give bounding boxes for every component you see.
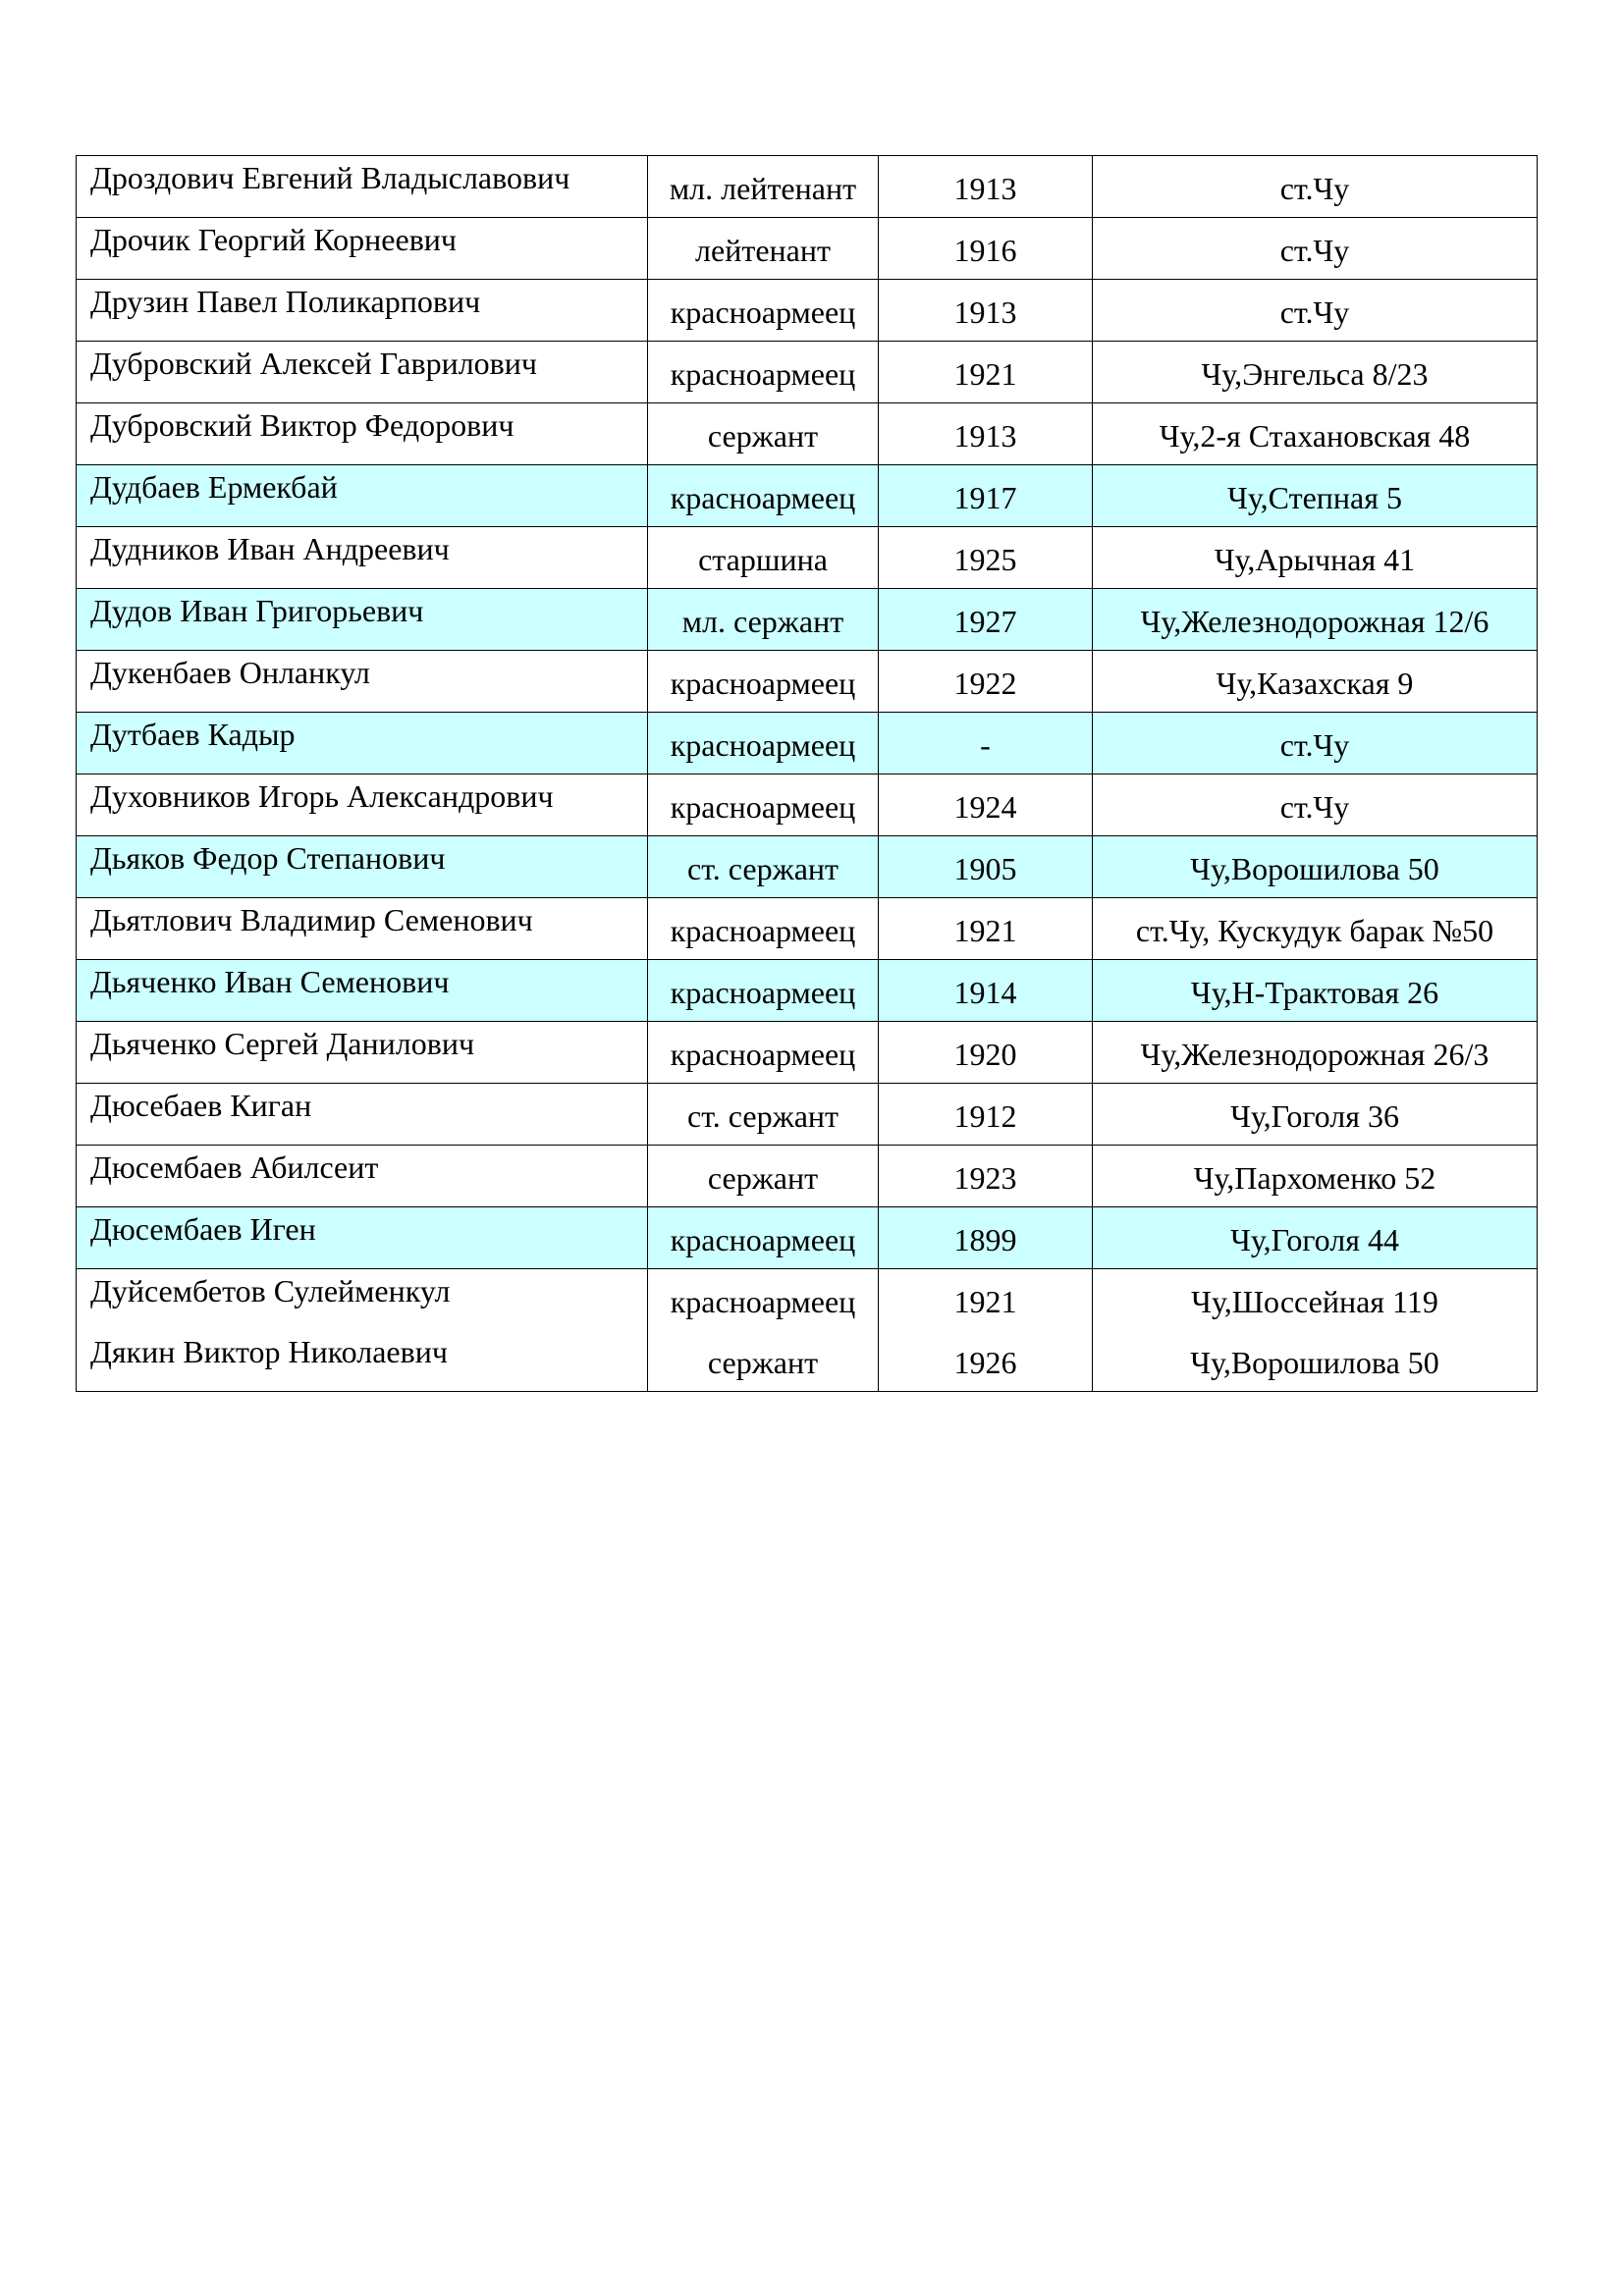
- address-cell: Чу,Арычная 41: [1093, 527, 1538, 589]
- address-cell: Чу,Железнодорожная 26/3: [1093, 1022, 1538, 1084]
- person-name-cell: Дюсебаев Киган: [77, 1084, 648, 1146]
- address-cell: ст.Чу: [1093, 280, 1538, 342]
- table-row: [77, 898, 1538, 960]
- address-cell: Чу,Ворошилова 50: [1093, 1330, 1538, 1392]
- veterans-table: [76, 155, 1538, 1392]
- address-cell: ст.Чу: [1093, 713, 1538, 774]
- birth-year-cell: 1914: [879, 960, 1093, 1022]
- birth-year-cell: 1921: [879, 1269, 1093, 1331]
- rank-cell: ст. сержант: [648, 836, 879, 898]
- address-cell: Чу,Степная 5: [1093, 465, 1538, 527]
- address-cell: Чу,Н-Трактовая 26: [1093, 960, 1538, 1022]
- birth-year-cell: 1913: [879, 156, 1093, 218]
- rank-cell: сержант: [648, 403, 879, 465]
- person-name-cell: Дьяченко Иван Семенович: [77, 960, 648, 1022]
- rank-cell: красноармеец: [648, 342, 879, 403]
- table-row: [77, 1330, 1538, 1392]
- person-name-cell: Дьяченко Сергей Данилович: [77, 1022, 648, 1084]
- birth-year-cell: 1917: [879, 465, 1093, 527]
- birth-year-cell: 1923: [879, 1146, 1093, 1207]
- person-name-cell: Дукенбаев Онланкул: [77, 651, 648, 713]
- table-row: [77, 218, 1538, 280]
- person-name-cell: Дудбаев Ермекбай: [77, 465, 648, 527]
- rank-cell: мл. лейтенант: [648, 156, 879, 218]
- veterans-table-body: [77, 156, 1538, 1392]
- birth-year-cell: 1916: [879, 218, 1093, 280]
- birth-year-cell: 1922: [879, 651, 1093, 713]
- address-cell: Чу,2-я Стахановская 48: [1093, 403, 1538, 465]
- rank-cell: красноармеец: [648, 1022, 879, 1084]
- rank-cell: красноармеец: [648, 280, 879, 342]
- birth-year-cell: 1912: [879, 1084, 1093, 1146]
- rank-cell: старшина: [648, 527, 879, 589]
- table-row: [77, 465, 1538, 527]
- birth-year-cell: 1924: [879, 774, 1093, 836]
- address-cell: Чу,Железнодорожная 12/6: [1093, 589, 1538, 651]
- table-row: [77, 1207, 1538, 1269]
- birth-year-cell: 1926: [879, 1330, 1093, 1392]
- table-row: [77, 960, 1538, 1022]
- birth-year-cell: -: [879, 713, 1093, 774]
- person-name-cell: Дубровский Виктор Федорович: [77, 403, 648, 465]
- rank-cell: красноармеец: [648, 1207, 879, 1269]
- table-row: [77, 713, 1538, 774]
- address-cell: Чу,Ворошилова 50: [1093, 836, 1538, 898]
- rank-cell: красноармеец: [648, 960, 879, 1022]
- person-name-cell: Дюсембаев Абилсеит: [77, 1146, 648, 1207]
- birth-year-cell: 1927: [879, 589, 1093, 651]
- person-name-cell: Дьяков Федор Степанович: [77, 836, 648, 898]
- rank-cell: красноармеец: [648, 774, 879, 836]
- person-name-cell: Дякин Виктор Николаевич: [77, 1330, 648, 1392]
- address-cell: ст.Чу: [1093, 218, 1538, 280]
- table-row: [77, 774, 1538, 836]
- table-row: [77, 589, 1538, 651]
- rank-cell: сержант: [648, 1146, 879, 1207]
- birth-year-cell: 1921: [879, 342, 1093, 403]
- rank-cell: ст. сержант: [648, 1084, 879, 1146]
- rank-cell: сержант: [648, 1330, 879, 1392]
- birth-year-cell: 1921: [879, 898, 1093, 960]
- address-cell: ст.Чу: [1093, 774, 1538, 836]
- rank-cell: красноармеец: [648, 898, 879, 960]
- table-row: [77, 1146, 1538, 1207]
- person-name-cell: Дьятлович Владимир Семенович: [77, 898, 648, 960]
- rank-cell: лейтенант: [648, 218, 879, 280]
- birth-year-cell: 1899: [879, 1207, 1093, 1269]
- birth-year-cell: 1905: [879, 836, 1093, 898]
- birth-year-cell: 1913: [879, 280, 1093, 342]
- address-cell: Чу,Пархоменко 52: [1093, 1146, 1538, 1207]
- person-name-cell: Дроздович Евгений Владыславович: [77, 156, 648, 218]
- table-row: [77, 156, 1538, 218]
- address-cell: Чу,Гоголя 36: [1093, 1084, 1538, 1146]
- table-row: [77, 527, 1538, 589]
- birth-year-cell: 1925: [879, 527, 1093, 589]
- rank-cell: красноармеец: [648, 713, 879, 774]
- address-cell: ст.Чу, Кускудук барак №50: [1093, 898, 1538, 960]
- rank-cell: мл. сержант: [648, 589, 879, 651]
- table-row: [77, 836, 1538, 898]
- address-cell: Чу,Гоголя 44: [1093, 1207, 1538, 1269]
- address-cell: Чу,Энгельса 8/23: [1093, 342, 1538, 403]
- address-cell: Чу,Казахская 9: [1093, 651, 1538, 713]
- table-row: [77, 342, 1538, 403]
- table-row: [77, 1084, 1538, 1146]
- person-name-cell: Дудников Иван Андреевич: [77, 527, 648, 589]
- birth-year-cell: 1913: [879, 403, 1093, 465]
- table-row: [77, 651, 1538, 713]
- person-name-cell: Дубровский Алексей Гаврилович: [77, 342, 648, 403]
- person-name-cell: Дуйсембетов Сулейменкул: [77, 1269, 648, 1331]
- person-name-cell: Дрочик Георгий Корнеевич: [77, 218, 648, 280]
- address-cell: ст.Чу: [1093, 156, 1538, 218]
- table-row: [77, 403, 1538, 465]
- rank-cell: красноармеец: [648, 1269, 879, 1331]
- birth-year-cell: 1920: [879, 1022, 1093, 1084]
- rank-cell: красноармеец: [648, 465, 879, 527]
- person-name-cell: Дюсембаев Иген: [77, 1207, 648, 1269]
- table-row: [77, 1022, 1538, 1084]
- person-name-cell: Дудов Иван Григорьевич: [77, 589, 648, 651]
- address-cell: Чу,Шоссейная 119: [1093, 1269, 1538, 1331]
- rank-cell: красноармеец: [648, 651, 879, 713]
- person-name-cell: Дутбаев Кадыр: [77, 713, 648, 774]
- table-row: [77, 280, 1538, 342]
- table-row: [77, 1269, 1538, 1331]
- person-name-cell: Друзин Павел Поликарпович: [77, 280, 648, 342]
- person-name-cell: Духовников Игорь Александрович: [77, 774, 648, 836]
